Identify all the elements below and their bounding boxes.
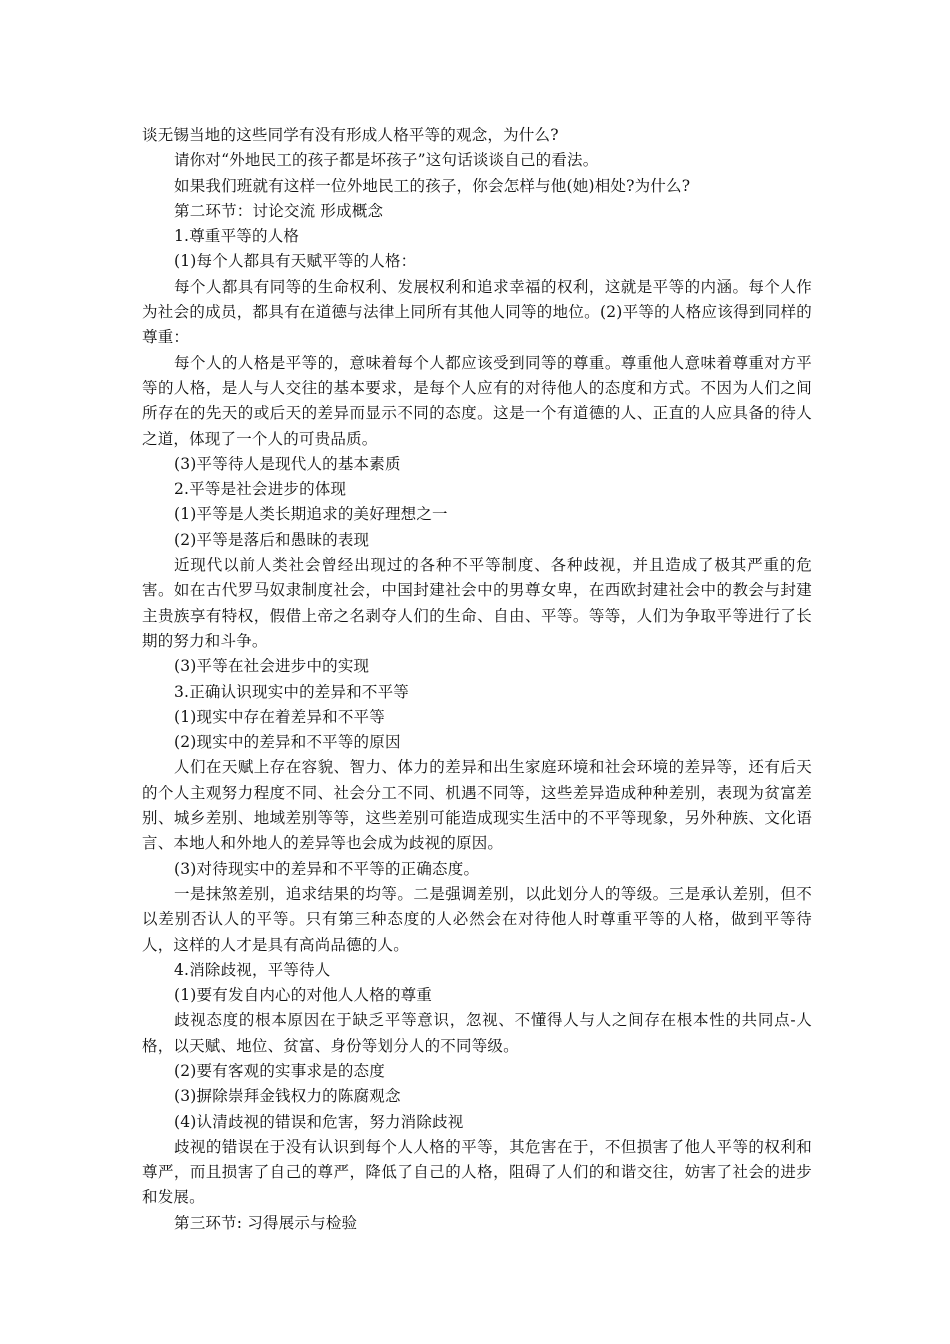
list-item: (3)平等在社会进步中的实现: [174, 657, 370, 676]
list-item: (1)每个人都具有天赋平等的人格：: [174, 252, 417, 271]
list-item: (3)平等待人是现代人的基本素质: [174, 454, 401, 473]
list-item: (2)现实中的差异和不平等的原因: [174, 733, 401, 752]
paragraph: 请你对“外地民工的孩子都是坏孩子”这句话谈谈自己的看法。: [174, 151, 599, 170]
paragraph: 每个人都具有同等的生命权利、发展权利和追求幸福的权利，这就是平等的内涵。每个人作为社会的成员，都具有在道德与法律上同所有其他人同等的地位。(2)平等的人格应该得到同样的尊重：: [142, 277, 812, 347]
list-item: (3)摒除崇拜金钱权力的陈腐观念: [174, 1087, 401, 1106]
section-heading: 第二环节：讨论交流 形成概念: [174, 201, 384, 220]
paragraph: 歧视的错误在于没有认识到每个人人格的平等，其危害在于，不但损害了他人平等的权利和尊严，而且损害了自己的尊严，降低了自己的人格，阻碍了人们的和谐交往，妨害了社会的进步和发展。: [142, 1137, 812, 1207]
paragraph: 谈无锡当地的这些同学有没有形成人格平等的观念，为什么?: [142, 126, 559, 144]
list-item: (2)平等是落后和愚昧的表现: [174, 530, 370, 549]
document-body: [142, 123, 812, 1236]
subsection-heading: 4.消除歧视，平等待人: [174, 960, 331, 979]
subsection-heading: 3.正确认识现实中的差异和不平等: [174, 682, 409, 701]
paragraph: 一是抹煞差别，追求结果的均等。二是强调差别，以此划分人的等级。三是承认差别，但不以差别否认人的平等。只有第三种态度的人必然会在对待他人时尊重平等的人格，做到平等待人，这样的人才是具有高尚品德的人。: [142, 884, 812, 954]
paragraph: 如果我们班就有这样一位外地民工的孩子，你会怎样与他(她)相处?为什么?: [174, 176, 691, 195]
paragraph: 人们在天赋上存在容貌、智力、体力的差异和出生家庭环境和社会环境的差异等，还有后天的个人主观努力程度不同、社会分工不同、机遇不同等，这些差异造成种种差别，表现为贫富差别、城乡差别、地域差别等等，这些差别可能造成现实生活中的不平等现象，另外种族、文化语言、本地人和外地人的差异等也会成为歧视的原因。: [142, 758, 812, 853]
list-item: (3)对待现实中的差异和不平等的正确态度。: [174, 859, 480, 878]
list-item: (1)平等是人类长期追求的美好理想之一: [174, 505, 448, 524]
subsection-heading: 2.平等是社会进步的体现: [174, 480, 347, 499]
paragraph: 歧视态度的根本原因在于缺乏平等意识，忽视、不懂得人与人之间存在根本性的共同点-人格，以天赋、地位、贫富、身份等划分人的不同等级。: [142, 1011, 812, 1055]
list-item: (2)要有客观的实事求是的态度: [174, 1061, 385, 1080]
paragraph: 近现代以前人类社会曾经出现过的各种不平等制度、各种歧视，并且造成了极其严重的危害。如在古代罗马奴隶制度社会，中国封建社会中的男尊女卑，在西欧封建社会中的教会与封建主贵族享有特权，假借上帝之名剥夺人们的生命、自由、平等。等等，人们为争取平等进行了长期的努力和斗争。: [142, 556, 812, 650]
list-item: (1)现实中存在着差异和不平等: [174, 707, 385, 726]
section-heading: 第三环节: 习得展示与检验: [174, 1213, 358, 1232]
list-item: (4)认清歧视的错误和危害，努力消除歧视: [174, 1112, 464, 1131]
list-item: (1)要有发自内心的对他人人格的尊重: [174, 986, 433, 1005]
subsection-heading: 1.尊重平等的人格: [174, 227, 300, 246]
paragraph: 每个人的人格是平等的，意味着每个人都应该受到同等的尊重。尊重他人意味着尊重对方平等的人格，是人与人交往的基本要求，是每个人应有的对待他人的态度和方式。不因为人们之间所存在的先天的或后天的差异而显示不同的态度。这是一个有道德的人、正直的人应具备的待人之道，体现了一个人的可贵品质。: [142, 353, 812, 448]
